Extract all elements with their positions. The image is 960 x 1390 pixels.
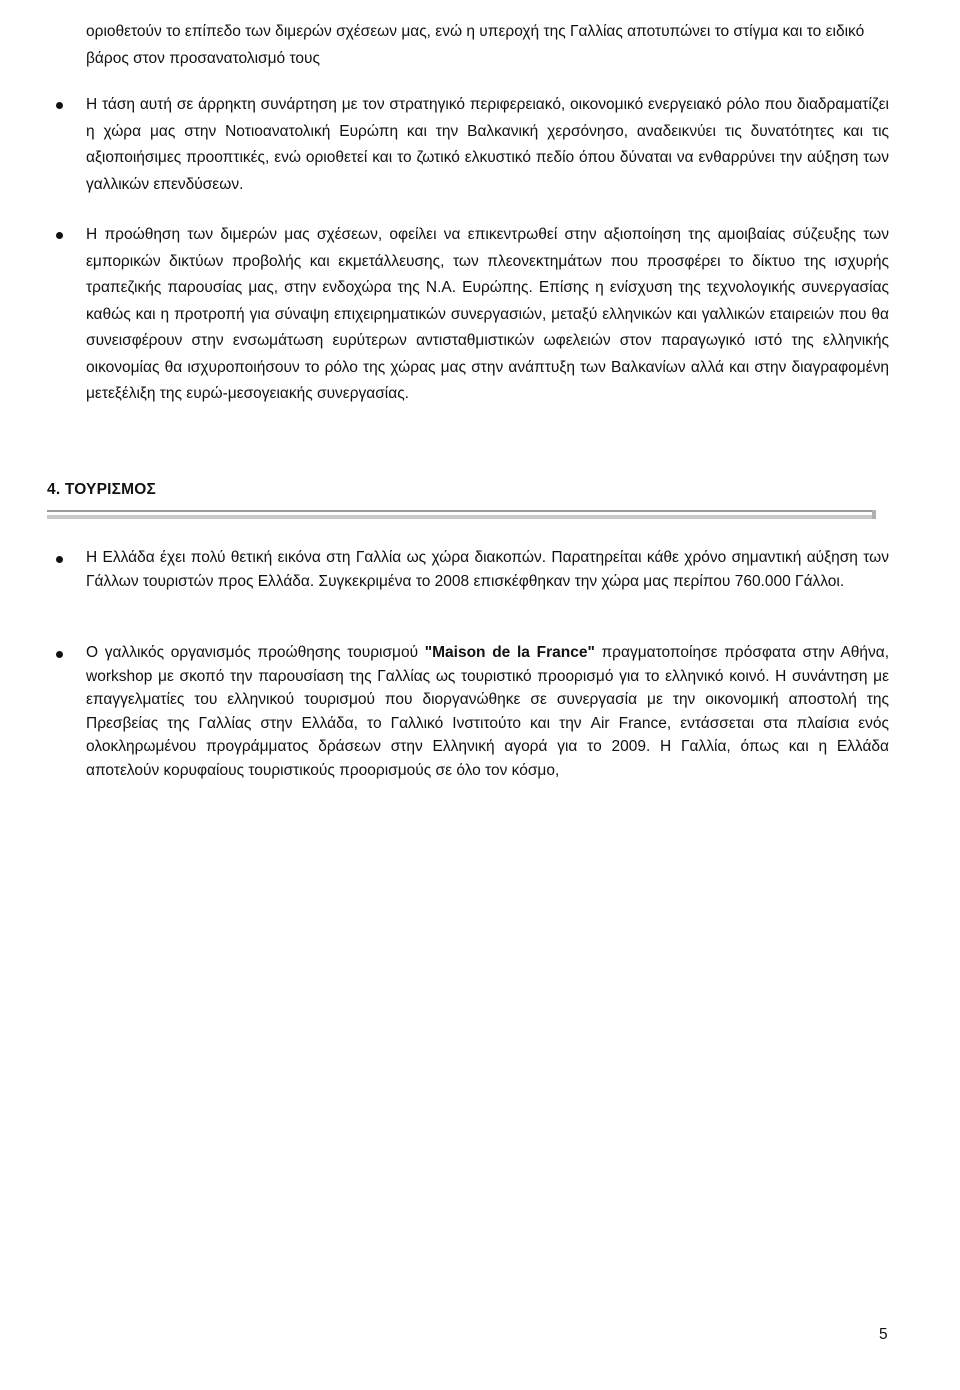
bullet-paragraph-strategic-role: Η τάση αυτή σε άρρηκτη συνάρτηση με τον στρατηγικό περιφερειακό, οικονομικό ενεργειακό ρόλο που διαδραματίζει η χώρα μας στην Νοτιοανατολική Ευρώπη και την Βαλκανική χερσόνησο, αναδεικνύει τις δυνατότητες και τις αξιοποιήσιμες προοπτικές, ενώ οριοθετεί και το ζωτικό ελκυστικό πεδίο όπου δύναται να ενθαρρύνει την αύξηση των γαλλικών επενδύσεων. (86, 96, 889, 193)
bullet-icon (56, 651, 63, 658)
paragraph-text-before: Ο γαλλικός οργανισμός προώθησης τουρισμού (86, 644, 425, 661)
bullet-paragraph-bilateral-relations: Η προώθηση των διμερών μας σχέσεων, οφείλει να επικεντρωθεί στην αξιοποίηση της αμοιβαίας σύζευξης των εμπορικών δικτύων προβολής και εκμετάλλευσης, των πλεονεκτημάτων που προσφέρει το δίκτυο της ισχυρής τραπεζικής παρουσίας μας, στην ενδοχώρα της Ν.Α. Ευρώπης. Επίσης η ενίσχυση της τεχνολογικής συνεργασίας καθώς και η προτροπή για σύναψη επιχειρηματικών συνεργασιών, μεταξύ ελληνικών και γαλλικών εταιρειών που θα συνεισφέρουν στην ενσωμάτωση ευρύτερων αντισταθμιστικών ωφελειών στον παραγωγικό ιστό της ελληνικής οικονομίας θα ισχυροποιήσουν το ρόλο της χώρας μας στην ανάπτυξη των Βαλκανίων αλλά και στην διαγραφομένη μετεξέλιξη της ευρώ-μεσογειακής συνεργασίας. (86, 226, 889, 402)
paragraph-text-after: πραγματοποίησε πρόσφατα στην Αθήνα, workshop με σκοπό την παρουσίαση της Γαλλίας ως τουριστικό προορισμό για το ελληνικό κοινό. Η συνάντηση με επαγγελματίες του ελληνικού τουρισμού που διοργανώθηκε σε συνεργασία με την οικονομική αποστολή της Πρεσβείας της Γαλλίας στην Ελλάδα, το Γαλλικό Ινστιτούτο και την Air France, εντάσσεται στα πλαίσια ενός ολοκληρωμένου προγράμματος δράσεων στην Ελληνική αγορά για το 2009. Η Γαλλία, όπως και η Ελλάδα αποτελούν κορυφαίους τουριστικούς προορισμούς σε όλο τον κόσμο, (86, 644, 890, 779)
organization-name-bold: "Maison de la France" (424, 644, 595, 661)
bullet-paragraph-maison-de-la-france (86, 641, 889, 782)
page-number: 5 (879, 1326, 888, 1343)
bullet-icon (56, 556, 63, 563)
bullet-icon (56, 102, 63, 109)
section-heading-tourism: 4. ΤΟΥΡΙΣΜΟΣ (47, 481, 157, 498)
heading-underline-thick (47, 515, 876, 519)
heading-underline-thin (47, 510, 876, 512)
continuation-paragraph: οριοθετούν το επίπεδο των διμερών σχέσεων μας, ενώ η υπεροχή της Γαλλίας αποτυπώνει το στίγμα και το ειδικό βάρος στον προσανατολισμό τους (86, 23, 865, 67)
bullet-icon (56, 232, 63, 239)
heading-underline-endcap (872, 510, 876, 519)
bullet-paragraph-tourism-image: Η Ελλάδα έχει πολύ θετική εικόνα στη Γαλλία ως χώρα διακοπών. Παρατηρείται κάθε χρόνο σημαντική αύξηση των Γάλλων τουριστών προς Ελλάδα. Συγκεκριμένα το 2008 επισκέφθηκαν την χώρα μας περίπου 760.000 Γάλλοι. (86, 549, 889, 590)
